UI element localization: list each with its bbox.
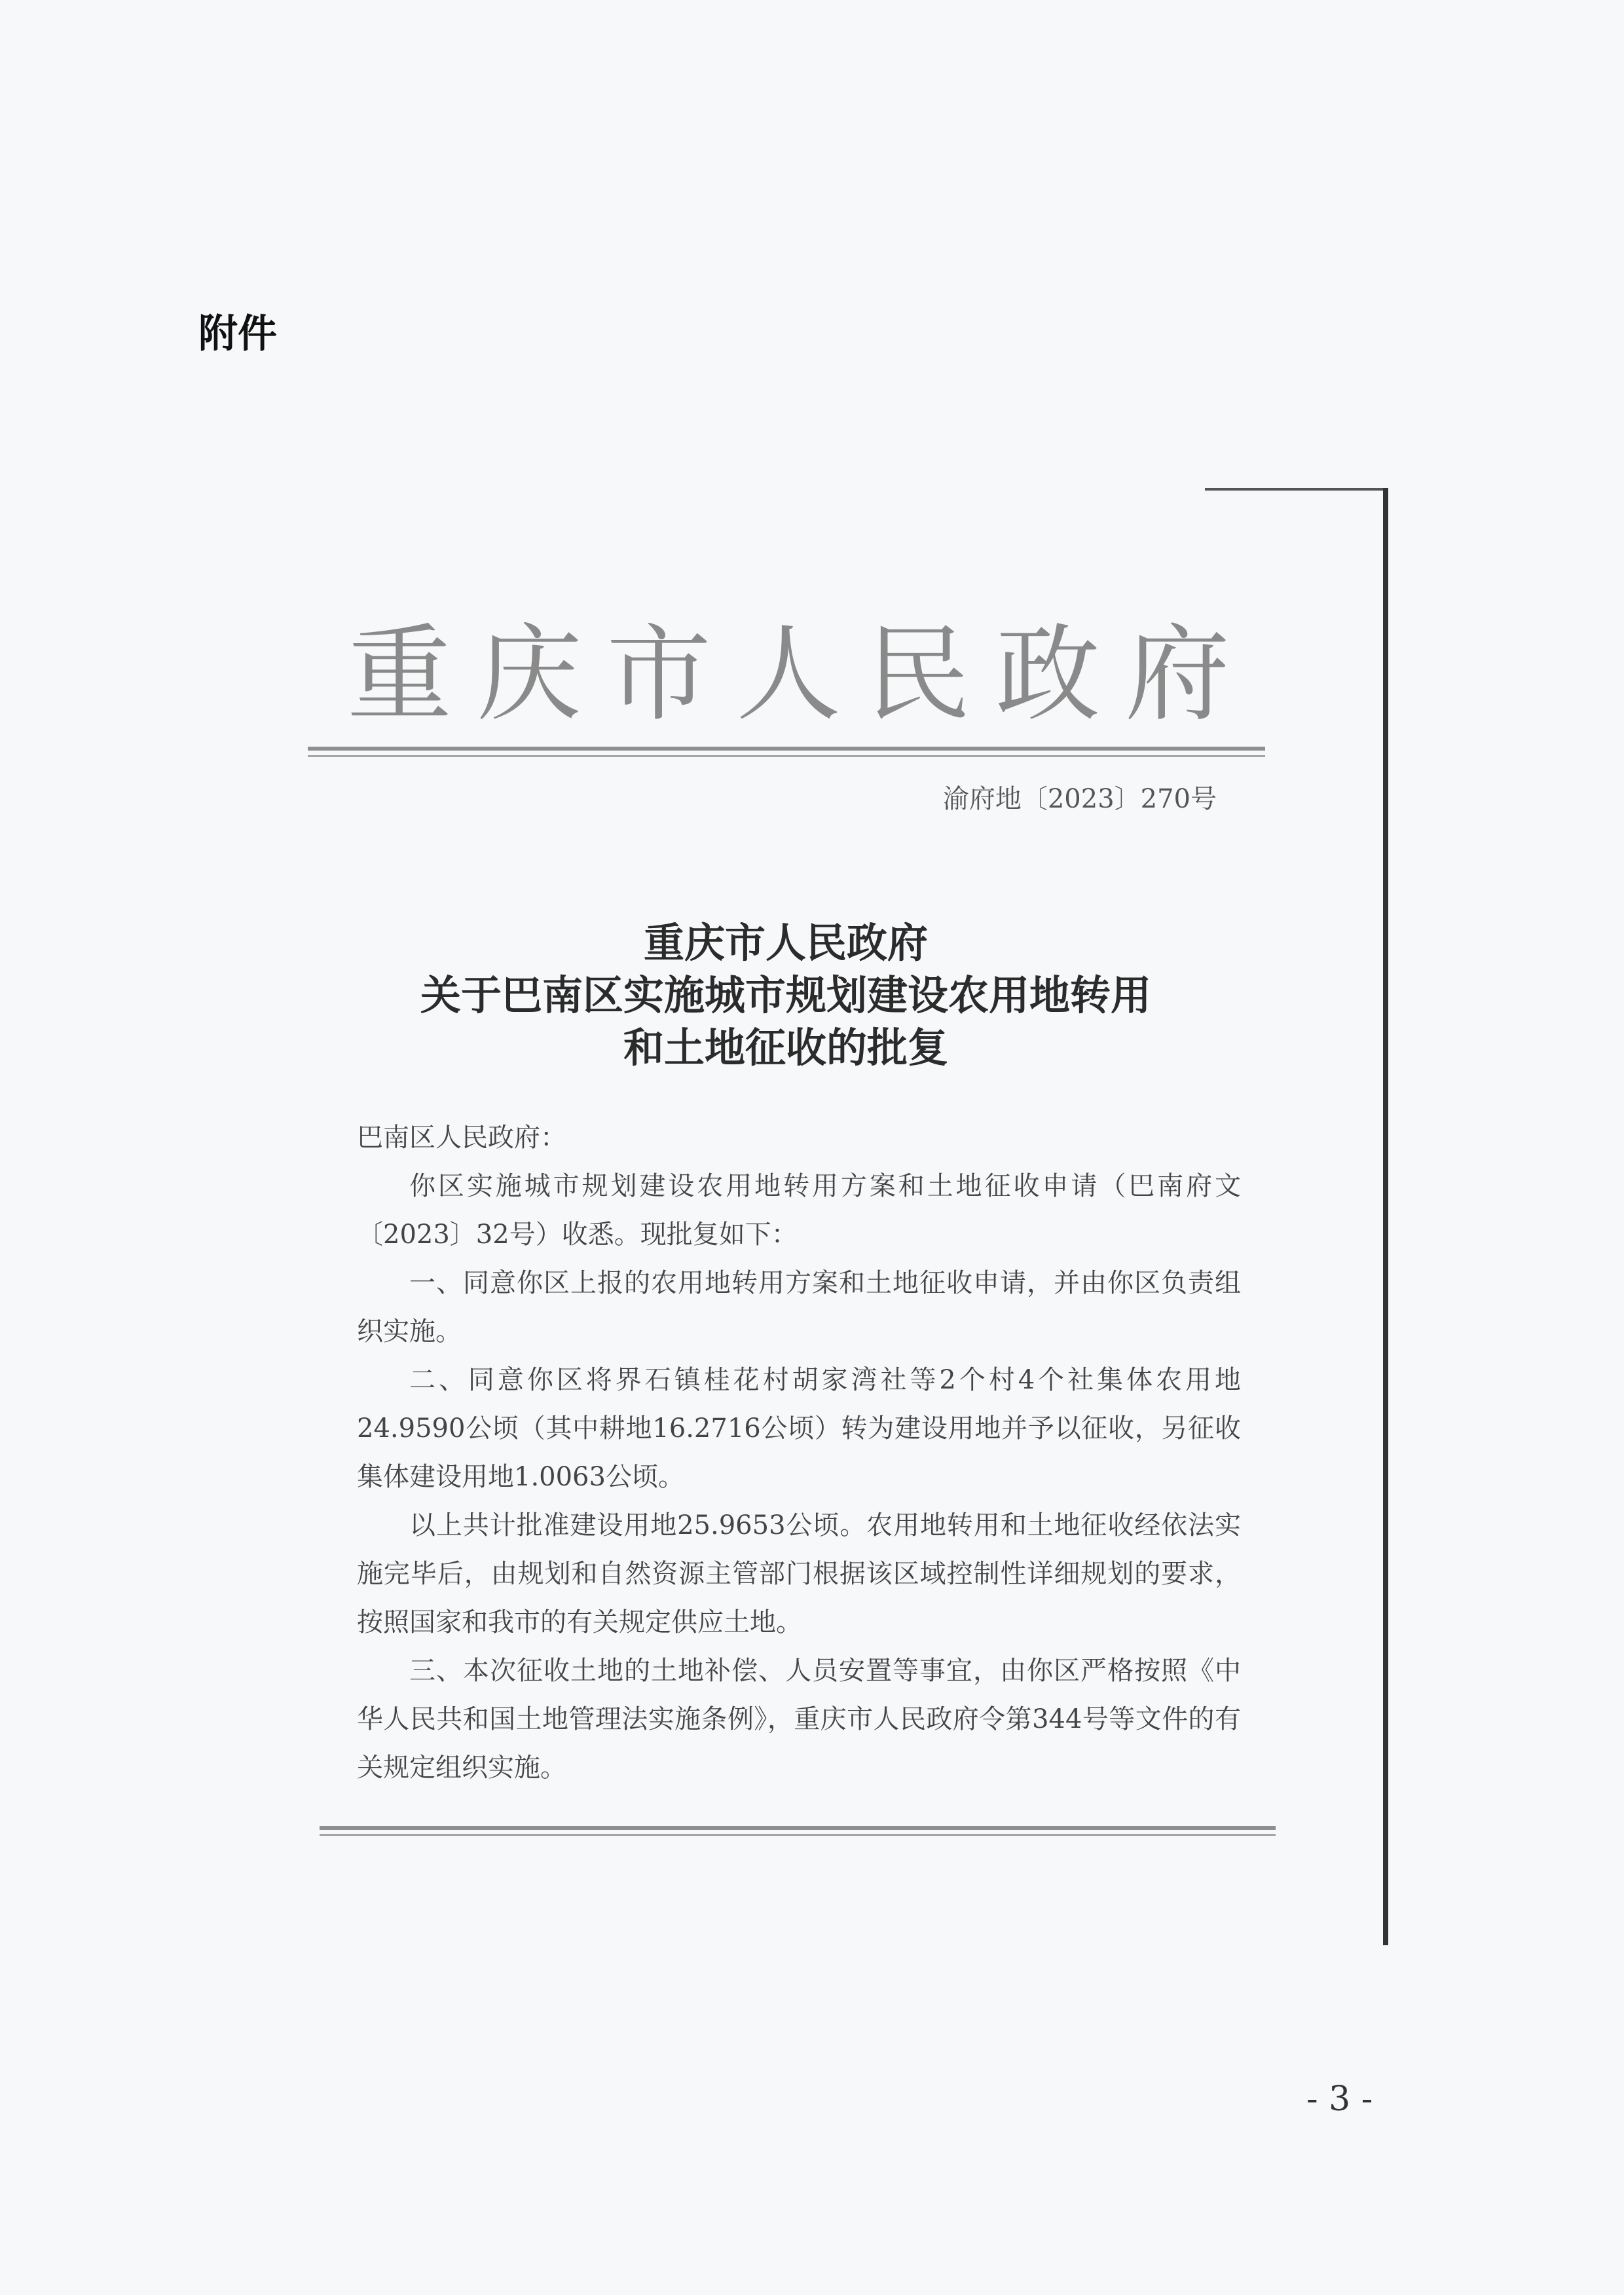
- document-body: [357, 1113, 1241, 1792]
- attachment-label: 附件: [198, 311, 277, 357]
- document-title-line-3: 和土地征收的批复: [623, 1024, 948, 1072]
- footer-divider-thick: [320, 1826, 1276, 1830]
- document-title-line-1: 重庆市人民政府: [643, 919, 928, 967]
- issuer-banner: 重庆市人民政府: [347, 613, 1255, 736]
- page-number: - 3 -: [1306, 2080, 1373, 2119]
- body-paragraph: 三、本次征收土地的土地补偿、人员安置等事宜，由你区严格按照《中华人民共和国土地管理法实施条例》，重庆市人民政府令第344号等文件的有关规定组织实施。: [357, 1656, 1241, 1783]
- header-divider-thick: [308, 747, 1265, 751]
- body-paragraph: 二、同意你区将界石镇桂花村胡家湾社等2个村4个社集体农用地24.9590公顷（其中耕地16.2716公顷）转为建设用地并予以征收，另征收集体建设用地1.0063公顷。: [357, 1365, 1241, 1492]
- body-paragraph: 以上共计批准建设用地25.9653公顷。农用地转用和土地征收经依法实施完毕后，由规划和自然资源主管部门根据该区域控制性详细规划的要求，按照国家和我市的有关规定供应土地。: [357, 1510, 1241, 1637]
- frame-border-right: [1383, 488, 1388, 1945]
- body-paragraph: 你区实施城市规划建设农用地转用方案和土地征收申请（巴南府文〔2023〕32号）收悉。现批复如下：: [357, 1171, 1241, 1250]
- header-divider-thin: [308, 755, 1265, 757]
- document-title-line-2: 关于巴南区实施城市规划建设农用地转用: [420, 971, 1151, 1019]
- document-number: 渝府地〔2023〕270号: [942, 784, 1217, 814]
- footer-divider-thin: [320, 1834, 1276, 1836]
- salutation: 巴南区人民政府：: [357, 1123, 566, 1153]
- frame-border-top: [1205, 488, 1388, 491]
- body-paragraph: 一、同意你区上报的农用地转用方案和土地征收申请，并由你区负责组织实施。: [357, 1268, 1241, 1347]
